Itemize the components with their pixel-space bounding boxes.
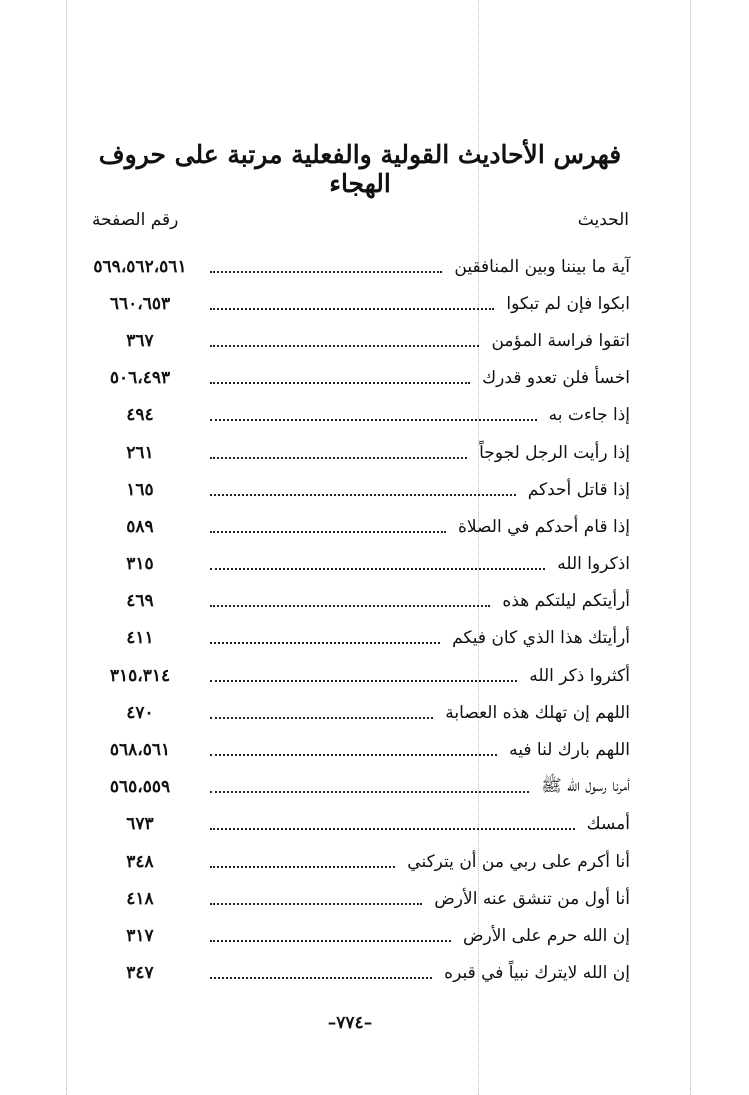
list-item <box>70 955 630 992</box>
leader-dots <box>210 457 467 459</box>
leader-dots <box>210 977 432 979</box>
leader-dots <box>210 940 451 942</box>
leader-dots <box>210 903 422 905</box>
leader-dots <box>210 494 516 496</box>
list-item <box>70 620 630 657</box>
hadith-text: أنا أكرم على ربي من أن يتركني <box>407 851 630 872</box>
leader-dots <box>210 568 545 570</box>
page-reference: ٤١٨ <box>126 888 154 909</box>
list-item <box>70 546 630 583</box>
hadith-text: اللهم إن تهلك هذه العصابة <box>445 702 630 723</box>
leader-dots <box>210 308 494 310</box>
scan-guide-line-left <box>66 0 67 1095</box>
page-reference: ٢٦١ <box>126 442 154 463</box>
page-reference: ٥٦٥،٥٥٩ <box>109 777 171 798</box>
leader-dots <box>210 419 537 421</box>
leader-dots <box>210 642 440 644</box>
page-reference: ٤٧٠ <box>126 702 154 723</box>
list-item <box>70 508 630 545</box>
page-reference: ٣١٥،٣١٤ <box>109 665 171 686</box>
page-reference: ٥٦٩،٥٦٢،٥٦١ <box>93 256 187 277</box>
page-reference: ٥٠٦،٤٩٣ <box>109 368 171 389</box>
hadith-text: اخسأ فلن تعدو قدرك <box>482 368 630 389</box>
leader-dots <box>210 271 442 273</box>
leader-dots <box>210 754 497 756</box>
page-reference: ٤٩٤ <box>126 405 154 426</box>
list-item <box>70 769 630 806</box>
page-reference: ٣٦٧ <box>126 330 154 351</box>
leader-dots <box>210 717 433 719</box>
page-reference: ٣١٧ <box>126 925 154 946</box>
list-item <box>70 397 630 434</box>
list-item <box>70 471 630 508</box>
hadith-text: اذكروا الله <box>557 554 630 575</box>
page-reference: ٥٦٨،٥٦١ <box>109 740 171 761</box>
hadith-text: آية ما بيننا وبين المنافقين <box>454 256 630 277</box>
leader-dots <box>210 345 479 347</box>
column-header-page: رقم الصفحة <box>92 210 179 230</box>
leader-dots <box>210 382 470 384</box>
list-item <box>70 657 630 694</box>
leader-dots <box>210 605 490 607</box>
leader-dots <box>210 828 575 830</box>
list-item <box>70 322 630 359</box>
hadith-text: إن الله لايترك نبياً في قبره <box>444 963 630 984</box>
page-reference: ١٦٥ <box>126 479 154 500</box>
hadith-text: إذا رأيت الرجل لجوجاً <box>479 442 630 463</box>
page-reference: ٤٦٩ <box>126 591 154 612</box>
leader-dots <box>210 791 529 793</box>
hadith-text: ابكوا فإن لم تبكوا <box>506 293 630 314</box>
page-reference: ٥٨٩ <box>126 516 154 537</box>
page-reference: ٣٤٨ <box>126 851 154 872</box>
leader-dots <box>210 680 517 682</box>
list-item <box>70 285 630 322</box>
scan-guide-line-right <box>690 0 691 1095</box>
hadith-text: أمسك <box>586 814 630 835</box>
hadith-text: أكثروا ذكر الله <box>529 665 630 686</box>
list-item <box>70 917 630 954</box>
hadith-text: إذا جاءت به <box>548 405 630 426</box>
hadith-text: أرأيتك هذا الذي كان فيكم <box>452 628 630 649</box>
leader-dots <box>210 866 395 868</box>
list-item <box>70 360 630 397</box>
hadith-index-list <box>70 248 630 992</box>
page-reference: ٤١١ <box>126 628 154 649</box>
hadith-text: اتقوا فراسة المؤمن <box>491 330 630 351</box>
hadith-text: أمرنا رسول الله ﷺ <box>541 775 630 796</box>
list-item <box>70 694 630 731</box>
hadith-text: أنا أول من تنشق عنه الأرض <box>434 888 630 909</box>
page-reference: ٦٦٠،٦٥٣ <box>109 293 171 314</box>
page-reference: ٣٤٧ <box>126 963 154 984</box>
hadith-text: إذا قام أحدكم في الصلاة <box>457 516 630 537</box>
hadith-text: اللهم بارك لنا فيه <box>509 740 630 761</box>
page-reference: ٦٧٣ <box>126 814 154 835</box>
list-item <box>70 806 630 843</box>
list-item <box>70 583 630 620</box>
page-title: فهرس الأحاديث القولية والفعلية مرتبة على حروف الهجاء <box>98 140 622 198</box>
hadith-text: إن الله حرم على الأرض <box>462 925 630 946</box>
list-item <box>70 731 630 768</box>
column-header-hadith: الحديث <box>577 210 629 230</box>
leader-dots <box>210 531 446 533</box>
list-item <box>70 843 630 880</box>
list-item <box>70 248 630 285</box>
page-reference: ٣١٥ <box>126 554 154 575</box>
hadith-text: أرأيتكم ليلتكم هذه <box>502 591 630 612</box>
list-item <box>70 880 630 917</box>
page-number: –٧٧٤– <box>327 1013 373 1033</box>
list-item <box>70 434 630 471</box>
hadith-text: إذا قاتل أحدكم <box>527 479 630 500</box>
